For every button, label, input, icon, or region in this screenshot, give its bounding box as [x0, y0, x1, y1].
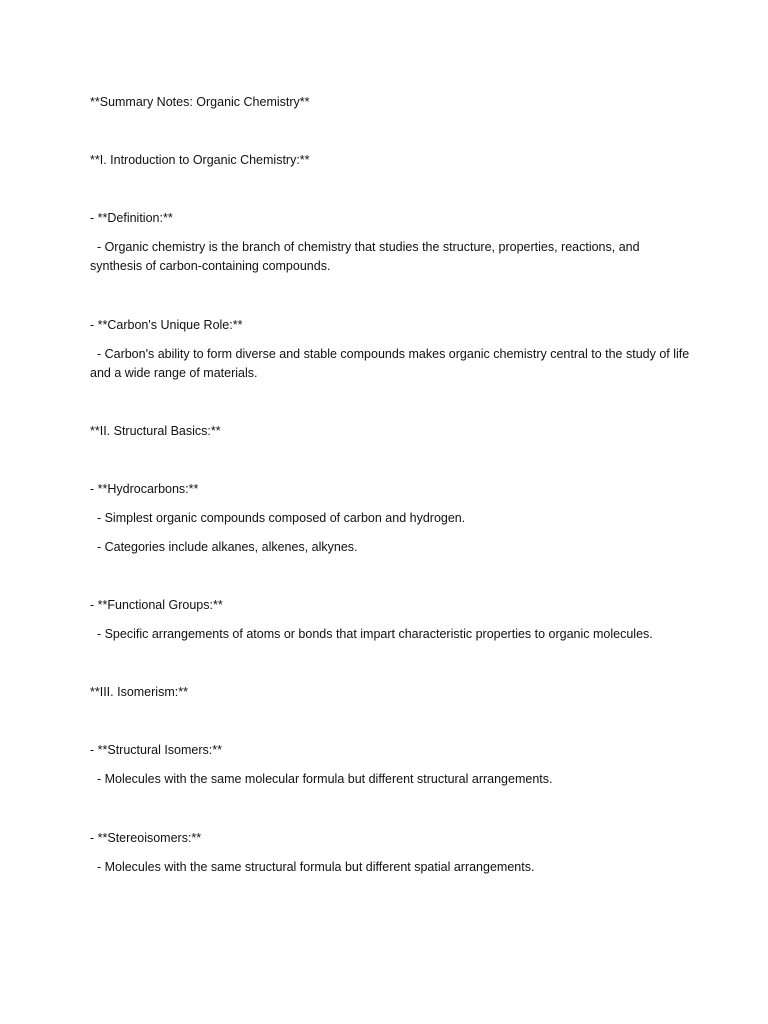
item-point-hydrocarbons-2: - Categories include alkanes, alkenes, alkynes. — [90, 540, 358, 554]
item-point-functional-groups: - Specific arrangements of atoms or bonds that impart characteristic properties to organic molecules. — [90, 627, 653, 641]
section-heading-introduction: **I. Introduction to Organic Chemistry:** — [90, 153, 310, 167]
item-label-functional-groups: - **Functional Groups:** — [90, 598, 223, 612]
document-title: **Summary Notes: Organic Chemistry** — [90, 95, 310, 109]
item-label-hydrocarbons: - **Hydrocarbons:** — [90, 482, 199, 496]
item-label-structural-isomers: - **Structural Isomers:** — [90, 743, 222, 757]
item-point-definition: - Organic chemistry is the branch of chemistry that studies the structure, properties, reactions, and synthesis of carbon-containing compounds. — [90, 240, 644, 273]
item-point-structural-isomers: - Molecules with the same molecular formula but different structural arrangements. — [90, 772, 553, 786]
item-point-carbon-role: - Carbon's ability to form diverse and stable compounds makes organic chemistry central to the study of life and a wide range of materials. — [90, 347, 693, 380]
item-label-definition: - **Definition:** — [90, 211, 173, 225]
item-label-stereoisomers: - **Stereoisomers:** — [90, 831, 202, 845]
item-point-stereoisomers: - Molecules with the same structural formula but different spatial arrangements. — [90, 860, 535, 874]
item-point-hydrocarbons-1: - Simplest organic compounds composed of carbon and hydrogen. — [90, 511, 466, 525]
item-label-carbon-role: - **Carbon's Unique Role:** — [90, 318, 243, 332]
section-heading-structural-basics: **II. Structural Basics:** — [90, 424, 221, 438]
section-heading-isomerism: **III. Isomerism:** — [90, 685, 188, 699]
